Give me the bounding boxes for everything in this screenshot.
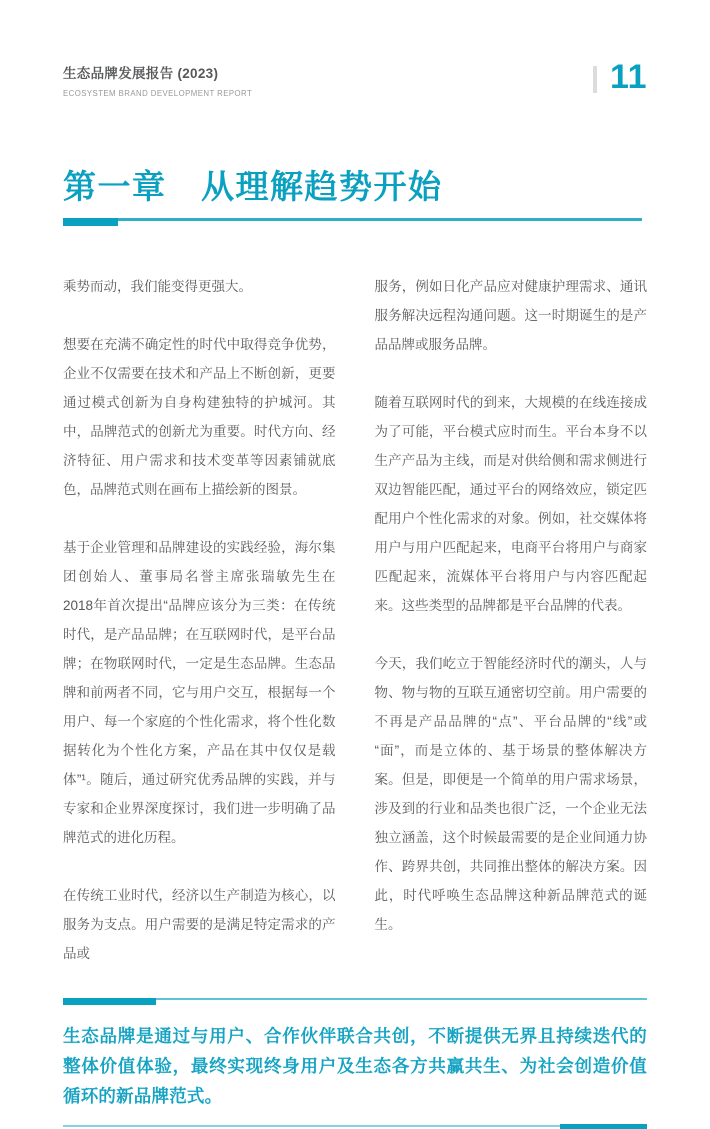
report-title: 生态品牌发展报告 (2023) xyxy=(63,66,219,81)
page-header xyxy=(63,58,647,98)
chapter-title: 第一章 从理解趋势开始 xyxy=(63,168,443,205)
page-number-divider xyxy=(593,66,597,93)
report-subtitle: ECOSYSTEM BRAND DEVELOPMENT REPORT xyxy=(63,89,253,98)
key-definition-callout xyxy=(63,998,647,1129)
paragraph: 想要在充满不确定性的时代中取得竞争优势，企业不仅需要在技术和产品上不断创新，更要通过模式创新为自身构建独特的护城河。其中，品牌范式的创新尤为重要。时代方向、经济特征、用户需求和技术变革等因素铺就底色，品牌范式则在画布上描绘新的图景。 xyxy=(63,337,336,498)
callout-top-rule xyxy=(63,998,647,1005)
callout-bottom-rule xyxy=(63,1124,647,1129)
left-column xyxy=(63,272,336,968)
paragraph: 服务，例如日化产品应对健康护理需求、通讯服务解决远程沟通问题。这一时期诞生的是产品品牌或服务品牌。 xyxy=(374,279,647,353)
callout-text: 生态品牌是通过与用户、合作伙伴联合共创，不断提供无界且持续迭代的整体价值体验，最终实现终身用户及生态各方共赢共生、为社会创造价值循环的新品牌范式。 xyxy=(63,1026,647,1107)
chapter-rule-thin-line xyxy=(63,218,642,221)
callout-top-thick-segment xyxy=(63,998,156,1005)
chapter-rule-thick-segment xyxy=(63,218,118,226)
chapter-title-rule xyxy=(63,218,647,226)
callout-bottom-thin-line xyxy=(63,1125,560,1127)
paragraph: 乘势而动，我们能变得更强大。 xyxy=(63,279,252,295)
page-number-block xyxy=(593,58,647,97)
paragraph: 随着互联网时代的到来，大规模的在线连接成为了可能，平台模式应时而生。平台本身不以生产产品为主线，而是对供给侧和需求侧进行双边智能匹配，通过平台的网络效应，锁定匹配用户个性化需求的对象。例如，社交媒体将用户与用户匹配起来，电商平台将用户与商家匹配起来，流媒体平台将用户与内容匹配起来。这些类型的品牌都是平台品牌的代表。 xyxy=(374,395,647,614)
page-number: 11 xyxy=(610,58,647,96)
report-identity xyxy=(63,62,252,98)
body-columns xyxy=(63,272,647,968)
chapter-heading-section xyxy=(63,166,647,226)
paragraph: 基于企业管理和品牌建设的实践经验，海尔集团创始人、董事局名誉主席张瑞敏先生在2018年首次提出“品牌应该分为三类：在传统时代，是产品品牌；在互联网时代，是平台品牌；在物联网时代，一定是生态品牌。生态品牌和前两者不同，它与用户交互，根据每一个用户、每一个家庭的个性化需求，将个性化数据转化为个性化方案，产品在其中仅仅是载体”¹。随后，通过研究优秀品牌的实践，并与专家和企业界深度探讨，我们进一步明确了品牌范式的进化历程。 xyxy=(63,540,336,846)
callout-bottom-thick-segment xyxy=(560,1124,647,1129)
paragraph: 今天，我们屹立于智能经济时代的潮头，人与物、物与物的互联互通密切空前。用户需要的不再是产品品牌的“点”、平台品牌的“线”或“面”，而是立体的、基于场景的整体解决方案。但是，即便是一个简单的用户需求场景，涉及到的行业和品类也很广泛，一个企业无法独立涵盖，这个时候最需要的是企业间通力协作、跨界共创，共同推出整体的解决方案。因此，时代呼唤生态品牌这种新品牌范式的诞生。 xyxy=(374,656,647,933)
paragraph: 在传统工业时代，经济以生产制造为核心，以服务为支点。用户需要的是满足特定需求的产品或 xyxy=(63,888,336,962)
right-column xyxy=(375,272,648,968)
